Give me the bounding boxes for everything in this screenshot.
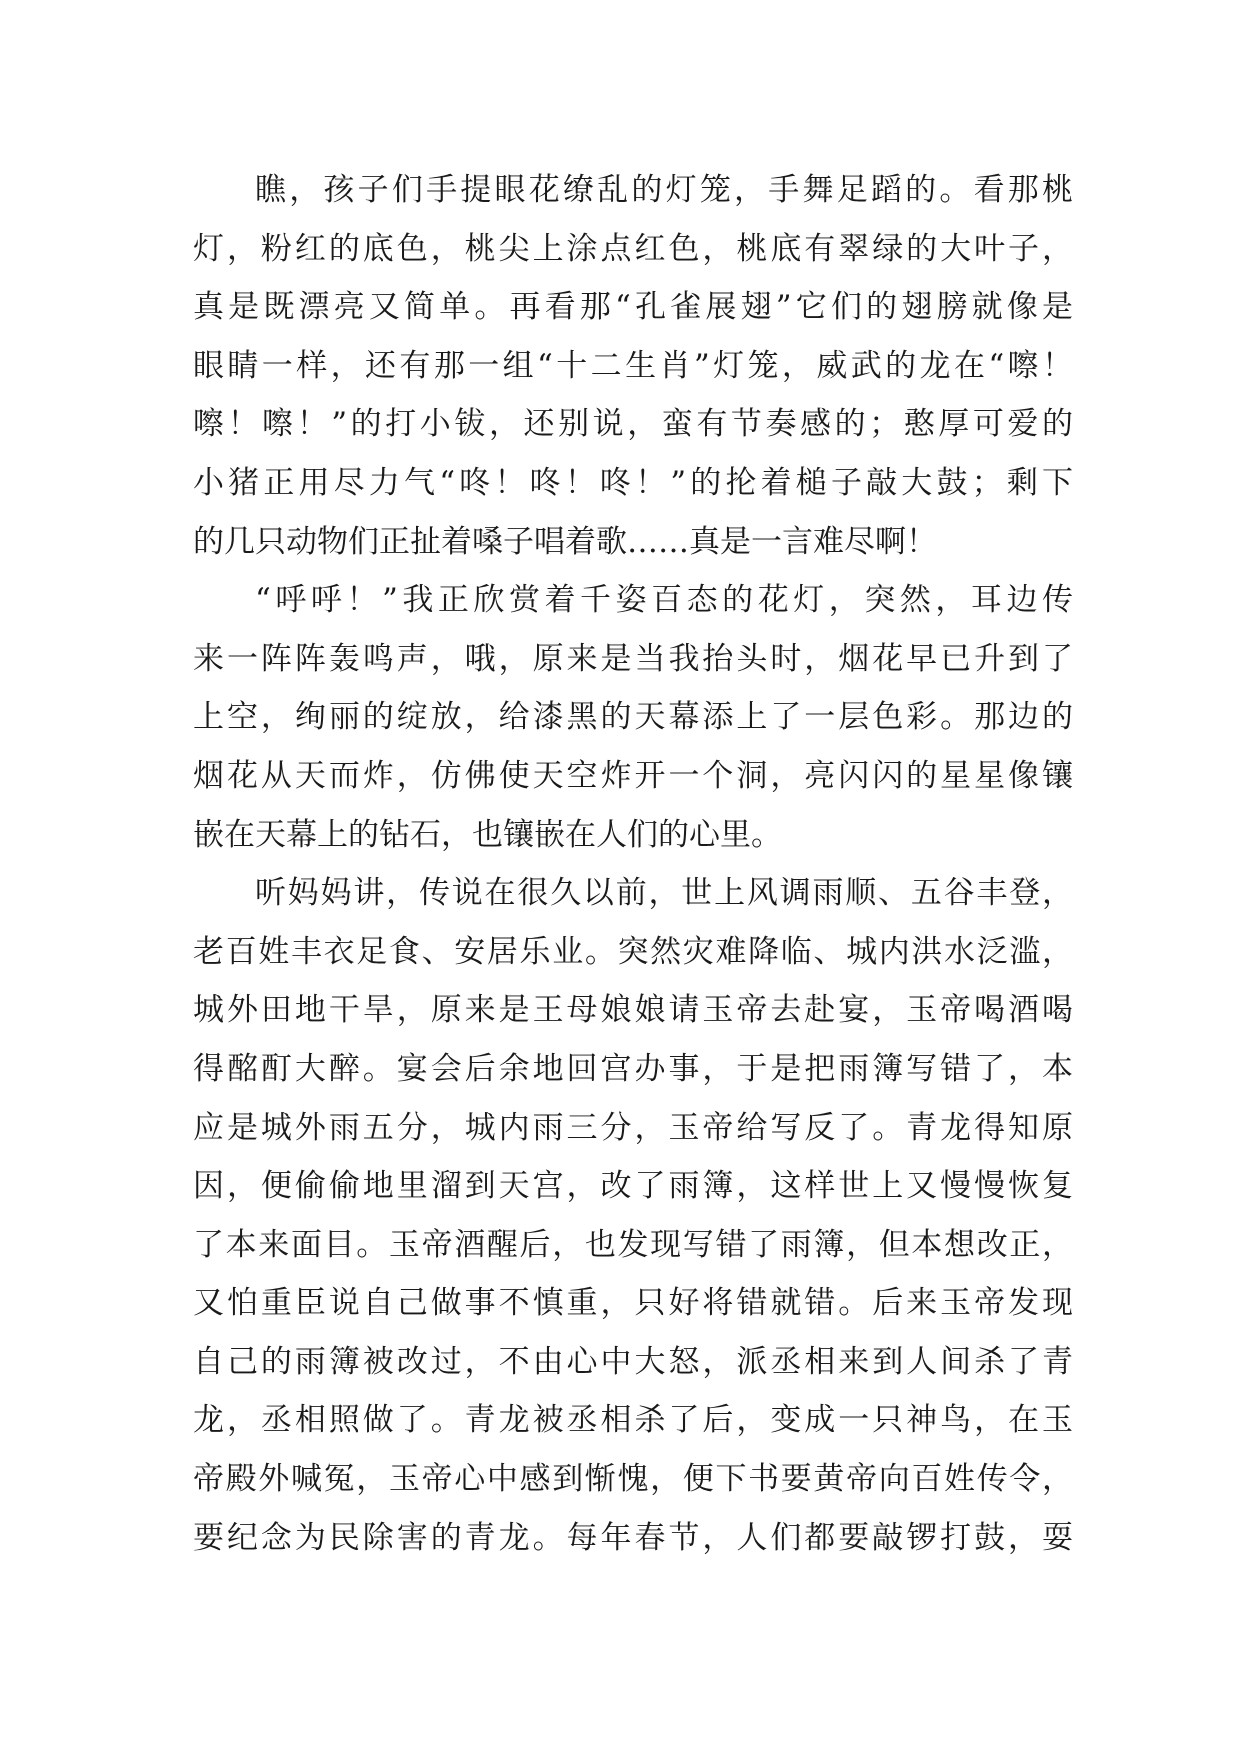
text-line: 上空，绚丽的绽放，给漆黑的天幕添上了一层色彩。那边的 [193,699,1073,736]
text-line: “呼呼！”我正欣赏着千姿百态的花灯，突然，耳边传 [255,582,1073,619]
paragraph [193,161,1073,571]
text-line: 眼睛一样，还有那一组“十二生肖”灯笼，威武的龙在“嚓！ [193,347,1073,384]
text-line: 要纪念为民除害的青龙。每年春节，人们都要敲锣打鼓，耍 [193,1519,1073,1556]
text-line: 老百姓丰衣足食、安居乐业。突然灾难降临、城内洪水泛滥， [193,933,1073,970]
body-text [193,161,1073,1567]
text-line: 龙，丞相照做了。青龙被丞相杀了后，变成一只神鸟，在玉 [193,1402,1073,1439]
text-line: 得酩酊大醉。宴会后余地回宫办事，于是把雨簿写错了，本 [193,1050,1073,1087]
text-line: 烟花从天而炸，仿佛使天空炸开一个洞，亮闪闪的星星像镶 [193,757,1073,794]
text-line: 来一阵阵轰鸣声，哦，原来是当我抬头时，烟花早已升到了 [193,640,1073,677]
text-line: 小猪正用尽力气“咚！咚！咚！”的抡着槌子敲大鼓；剩下 [193,464,1073,501]
text-line: 真是既漂亮又简单。再看那“孔雀展翅”它们的翅膀就像是 [193,289,1073,326]
text-line: 城外田地干旱，原来是王母娘娘请玉帝去赴宴，玉帝喝酒喝 [193,992,1073,1029]
text-line: 了本来面目。玉帝酒醒后，也发现写错了雨簿，但本想改正， [193,1226,1073,1263]
text-line: 嵌在天幕上的钻石，也镶嵌在人们的心里。 [193,816,782,853]
text-line: 嚓！嚓！”的打小钹，还别说，蛮有节奏感的；憨厚可爱的 [193,406,1073,443]
text-line: 帝殿外喊冤，玉帝心中感到惭愧，便下书要黄帝向百姓传令， [193,1461,1073,1498]
text-line: 因，便偷偷地里溜到天宫，改了雨簿，这样世上又慢慢恢复 [193,1168,1073,1205]
text-line: 听妈妈讲，传说在很久以前，世上风调雨顺、五谷丰登， [255,875,1073,912]
text-line: 的几只动物们正扯着嗓子唱着歌……真是一言难尽啊！ [193,523,937,560]
text-line: 又怕重臣说自己做事不慎重，只好将错就错。后来玉帝发现 [193,1285,1073,1322]
text-line: 应是城外雨五分，城内雨三分，玉帝给写反了。青龙得知原 [193,1109,1073,1146]
paragraph [193,864,1073,1567]
text-line: 瞧，孩子们手提眼花缭乱的灯笼，手舞足蹈的。看那桃 [255,172,1073,208]
text-line: 自己的雨簿被改过，不由心中大怒，派丞相来到人间杀了青 [193,1343,1073,1380]
paragraph [193,571,1073,864]
text-line: 灯，粉红的底色，桃尖上涂点红色，桃底有翠绿的大叶子， [193,230,1073,267]
